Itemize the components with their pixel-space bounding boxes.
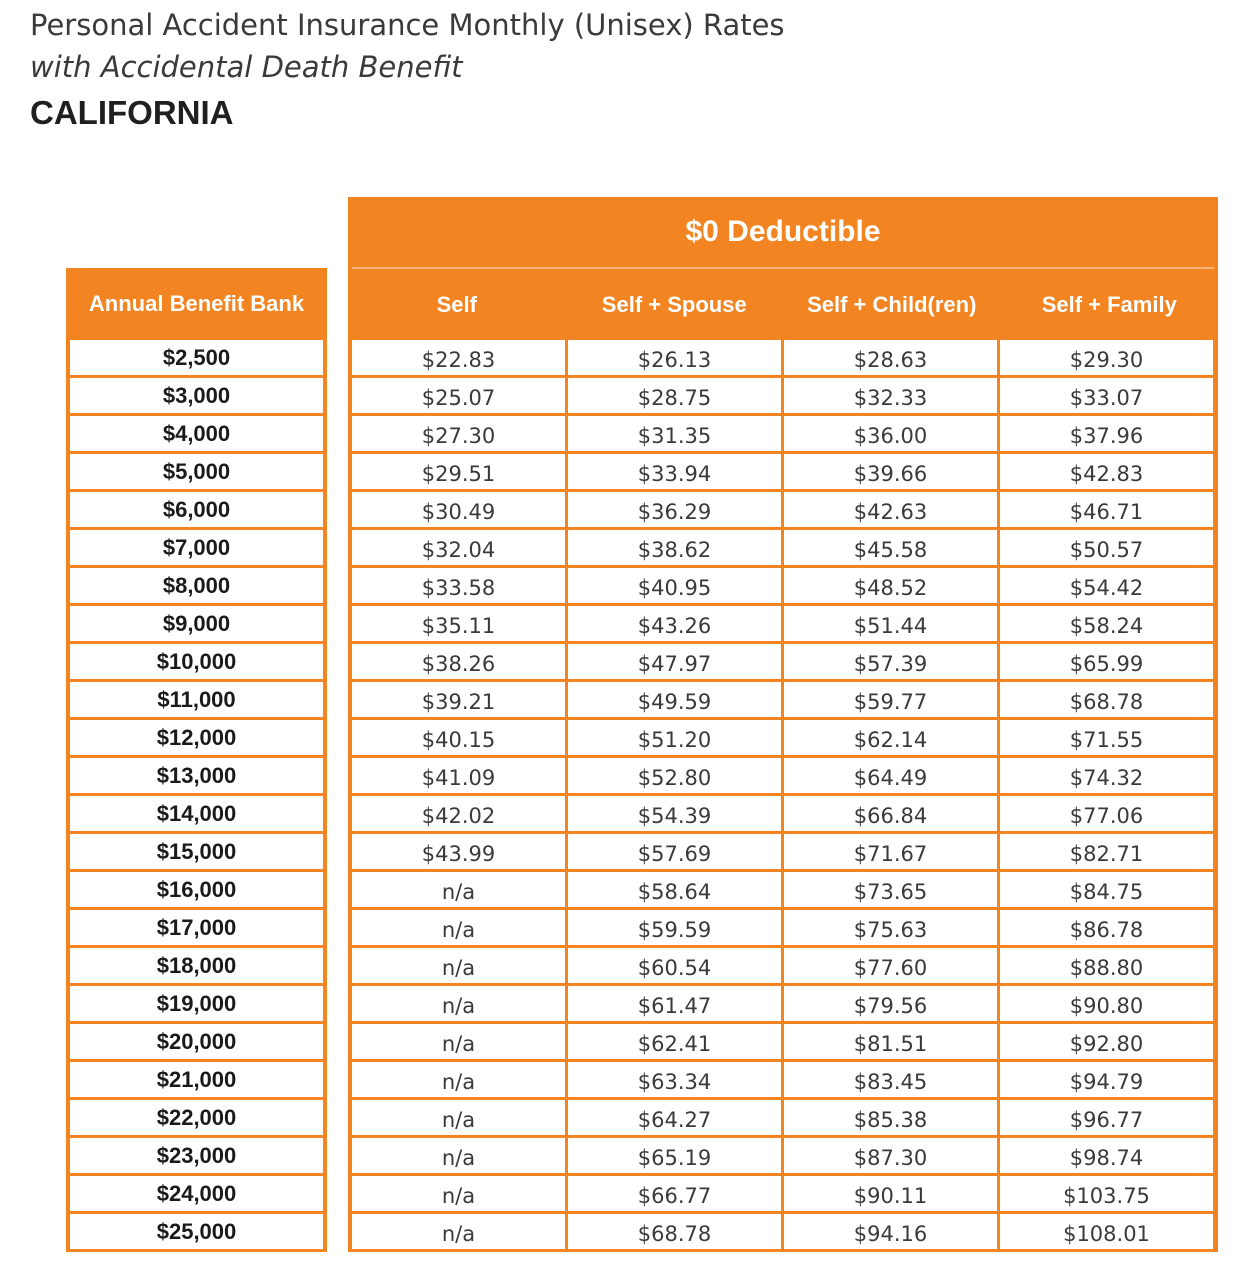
rate-cell: n/a	[352, 1024, 565, 1059]
rate-cell: $27.30	[352, 416, 565, 451]
rate-cell: $77.06	[1000, 796, 1213, 831]
rate-cell: $96.77	[1000, 1100, 1213, 1135]
rate-cell: n/a	[352, 948, 565, 983]
rate-cell: n/a	[352, 1138, 565, 1173]
rate-cell: $68.78	[568, 1214, 781, 1249]
rate-cell: $103.75	[1000, 1176, 1213, 1211]
state-heading: CALIFORNIA	[30, 94, 234, 131]
rate-cell: $79.56	[784, 986, 997, 1021]
benefit-cell: $14,000	[70, 796, 323, 831]
rate-cell: $58.24	[1000, 606, 1213, 641]
table-row	[352, 1138, 1214, 1173]
benefit-cell: $6,000	[70, 492, 323, 527]
rates-table	[348, 197, 1218, 1252]
table-row	[352, 568, 1214, 603]
rate-cell: $62.14	[784, 720, 997, 755]
rate-cell: $73.65	[784, 872, 997, 907]
page-title: Personal Accident Insurance Monthly (Unisex) Rates	[30, 8, 785, 42]
rate-cell: $35.11	[352, 606, 565, 641]
column-header-self-family: Self + Family	[1041, 291, 1177, 317]
rate-cell: $39.21	[352, 682, 565, 717]
rate-cell: n/a	[352, 872, 565, 907]
rate-cell: $33.07	[1000, 378, 1213, 413]
rates-column-headers	[348, 269, 1218, 340]
rate-cell: n/a	[352, 986, 565, 1021]
table-row	[352, 416, 1214, 451]
rate-cell: $59.59	[568, 910, 781, 945]
table-row	[352, 720, 1214, 755]
rate-cell: $45.58	[784, 530, 997, 565]
rate-cell: n/a	[352, 1100, 565, 1135]
deductible-header: $0 Deductible	[685, 215, 881, 248]
benefit-cell: $17,000	[70, 910, 323, 945]
rate-cell: $33.94	[568, 454, 781, 489]
table-row	[352, 454, 1214, 489]
rate-cell: $75.63	[784, 910, 997, 945]
table-row	[352, 644, 1214, 679]
rate-cell: $29.51	[352, 454, 565, 489]
rate-cell: $87.30	[784, 1138, 997, 1173]
benefit-cell: $4,000	[70, 416, 323, 451]
rate-cell: $92.80	[1000, 1024, 1213, 1059]
rate-cell: $77.60	[784, 948, 997, 983]
table-row	[352, 1100, 1214, 1135]
rate-cell: $40.15	[352, 720, 565, 755]
benefit-cell: $5,000	[70, 454, 323, 489]
rate-cell: $48.52	[784, 568, 997, 603]
rate-cell: $66.77	[568, 1176, 781, 1211]
rate-cell: $38.26	[352, 644, 565, 679]
rate-cell: $29.30	[1000, 340, 1213, 375]
table-row	[352, 1176, 1214, 1211]
rate-cell: $88.80	[1000, 948, 1213, 983]
rate-cell: $62.41	[568, 1024, 781, 1059]
rate-cell: $60.54	[568, 948, 781, 983]
rate-cell: $52.80	[568, 758, 781, 793]
benefit-cell: $20,000	[70, 1024, 323, 1059]
column-header-self: Self	[436, 291, 477, 317]
rate-cell: $74.32	[1000, 758, 1213, 793]
benefit-cell: $23,000	[70, 1138, 323, 1173]
rate-cell: $49.59	[568, 682, 781, 717]
rate-cell: $57.39	[784, 644, 997, 679]
rate-cell: $47.97	[568, 644, 781, 679]
rate-cell: $42.02	[352, 796, 565, 831]
rate-cell: $22.83	[352, 340, 565, 375]
rate-cell: $36.29	[568, 492, 781, 527]
rate-cell: $94.16	[784, 1214, 997, 1249]
table-row	[352, 492, 1214, 527]
rate-cell: $58.64	[568, 872, 781, 907]
rate-cell: $36.00	[784, 416, 997, 451]
rate-cell: $50.57	[1000, 530, 1213, 565]
rate-cell: $51.20	[568, 720, 781, 755]
rate-cell: $31.35	[568, 416, 781, 451]
rate-cell: $26.13	[568, 340, 781, 375]
rate-cell: $38.62	[568, 530, 781, 565]
rate-cell: $64.27	[568, 1100, 781, 1135]
rate-cell: $94.79	[1000, 1062, 1213, 1097]
table-row	[352, 758, 1214, 793]
table-row	[352, 872, 1214, 907]
benefit-cell: $2,500	[70, 340, 323, 375]
rate-cell: $41.09	[352, 758, 565, 793]
rates-rows	[352, 340, 1214, 1249]
rate-cell: $42.63	[784, 492, 997, 527]
rate-cell: $43.99	[352, 834, 565, 869]
rate-cell: $40.95	[568, 568, 781, 603]
rate-cell: $85.38	[784, 1100, 997, 1135]
rate-cell: $30.49	[352, 492, 565, 527]
benefit-cell: $21,000	[70, 1062, 323, 1097]
rate-cell: n/a	[352, 1176, 565, 1211]
rate-cell: n/a	[352, 910, 565, 945]
benefit-cell: $7,000	[70, 530, 323, 565]
rate-cell: $43.26	[568, 606, 781, 641]
benefit-cell: $19,000	[70, 986, 323, 1021]
rate-cell: $33.58	[352, 568, 565, 603]
benefit-cell: $10,000	[70, 644, 323, 679]
rate-cell: $65.99	[1000, 644, 1213, 679]
rate-cell: $51.44	[784, 606, 997, 641]
table-row	[352, 682, 1214, 717]
rate-cell: $28.75	[568, 378, 781, 413]
table-row	[352, 796, 1214, 831]
rate-cell: $61.47	[568, 986, 781, 1021]
benefit-cell: $16,000	[70, 872, 323, 907]
rate-cell: $57.69	[568, 834, 781, 869]
rate-cell: $81.51	[784, 1024, 997, 1059]
column-header-self-spouse: Self + Spouse	[601, 291, 747, 317]
rate-cell: $46.71	[1000, 492, 1213, 527]
rate-cell: $71.67	[784, 834, 997, 869]
rate-cell: $84.75	[1000, 872, 1213, 907]
rate-cell: $90.11	[784, 1176, 997, 1211]
table-row	[352, 606, 1214, 641]
rate-cell: n/a	[352, 1062, 565, 1097]
rate-cell: $98.74	[1000, 1138, 1213, 1173]
benefit-cell: $13,000	[70, 758, 323, 793]
benefit-cell: $24,000	[70, 1176, 323, 1211]
rate-cell: $108.01	[1000, 1214, 1213, 1249]
rate-cell: $63.34	[568, 1062, 781, 1097]
table-row	[352, 986, 1214, 1021]
benefit-cell: $3,000	[70, 378, 323, 413]
table-row	[352, 530, 1214, 565]
benefit-cell: $11,000	[70, 682, 323, 717]
benefit-cell: $8,000	[70, 568, 323, 603]
benefit-cell: $9,000	[70, 606, 323, 641]
rate-cell: $39.66	[784, 454, 997, 489]
benefit-cell: $15,000	[70, 834, 323, 869]
benefit-cell: $25,000	[70, 1214, 323, 1249]
rate-cell: $42.83	[1000, 454, 1213, 489]
page-subtitle: with Accidental Death Benefit	[30, 50, 463, 84]
benefit-table	[66, 268, 327, 1252]
rate-cell: $59.77	[784, 682, 997, 717]
rate-cell: $28.63	[784, 340, 997, 375]
rate-cell: $82.71	[1000, 834, 1213, 869]
rate-cell: $32.33	[784, 378, 997, 413]
rate-cell: $32.04	[352, 530, 565, 565]
benefit-cell: $18,000	[70, 948, 323, 983]
benefit-cell: $22,000	[70, 1100, 323, 1135]
rate-cell: $86.78	[1000, 910, 1213, 945]
rate-cell: $66.84	[784, 796, 997, 831]
rate-cell: $90.80	[1000, 986, 1213, 1021]
rate-cell: n/a	[352, 1214, 565, 1249]
rate-cell: $71.55	[1000, 720, 1213, 755]
benefit-column-header: Annual Benefit Bank	[88, 291, 305, 316]
benefit-rows	[70, 340, 323, 1249]
rate-cell: $68.78	[1000, 682, 1213, 717]
rate-cell: $54.39	[568, 796, 781, 831]
table-row	[352, 1214, 1214, 1249]
rate-cell: $54.42	[1000, 568, 1213, 603]
table-row	[352, 910, 1214, 945]
table-row	[352, 1024, 1214, 1059]
table-row	[352, 378, 1214, 413]
table-row	[352, 340, 1214, 375]
rate-cell: $64.49	[784, 758, 997, 793]
rate-cell: $25.07	[352, 378, 565, 413]
rate-cell: $37.96	[1000, 416, 1213, 451]
table-row	[352, 948, 1214, 983]
table-row	[352, 1062, 1214, 1097]
rate-cell: $83.45	[784, 1062, 997, 1097]
table-row	[352, 834, 1214, 869]
benefit-cell: $12,000	[70, 720, 323, 755]
rate-cell: $65.19	[568, 1138, 781, 1173]
column-header-self-children: Self + Child(ren)	[807, 291, 977, 317]
